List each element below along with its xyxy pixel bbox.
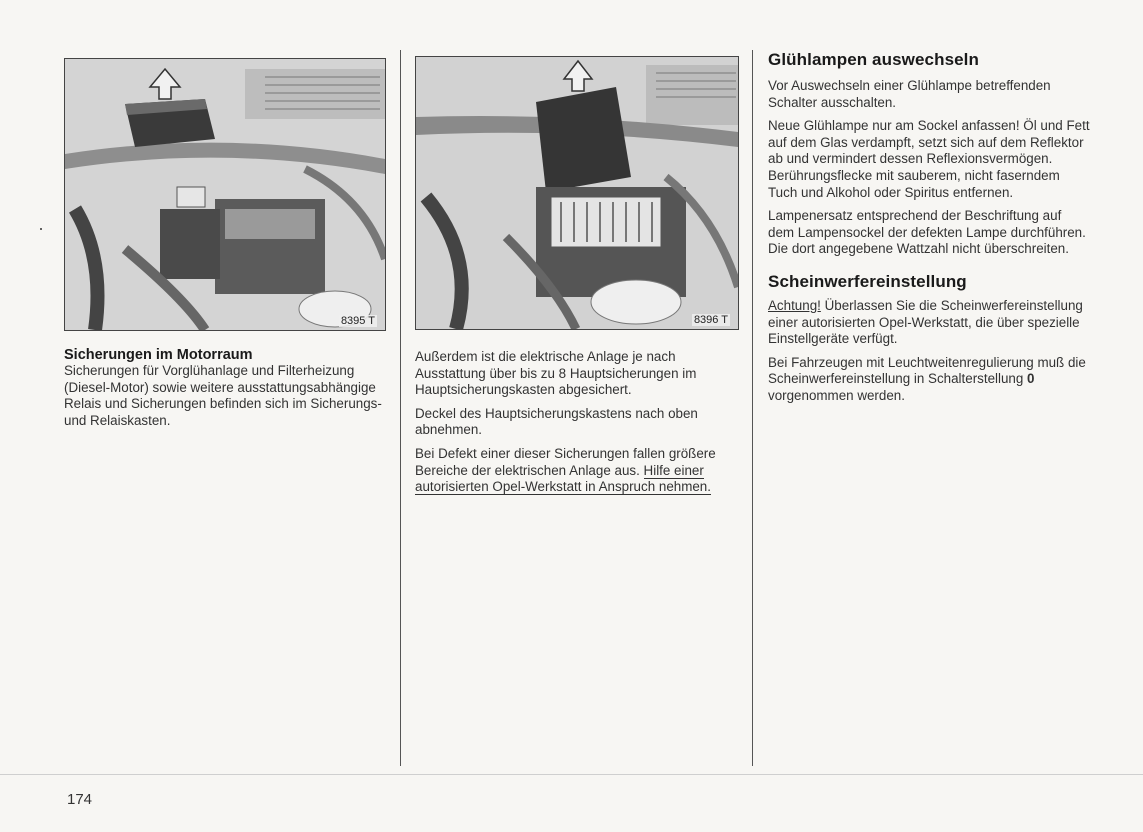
headlight-warning-paragraph <box>768 298 1090 348</box>
left-column-text <box>64 347 386 436</box>
main-fuse-box-drawing <box>416 57 738 329</box>
fuses-paragraph: Sicherungen für Vorglühanlage und Filterheizung (Diesel-Motor) sowie weitere ausstattungsabhängige Relais und Sicherungen befinden sich im Sicherungs- und Relaiskasten. <box>64 363 382 428</box>
remove-cover-paragraph: Deckel des Hauptsicherungskastens nach oben abnehmen. <box>415 405 698 438</box>
warning-label: Achtung! <box>768 297 821 313</box>
column-divider-right <box>752 50 753 766</box>
column-divider-left <box>400 50 401 766</box>
main-fuses-paragraph: Außerdem ist die elektrische Anlage je nach Ausstattung über bis zu 8 Hauptsicherungen im Hauptsicherungskasten abgesichert. <box>415 349 697 398</box>
right-column-text <box>768 50 1090 412</box>
switch-position-value: 0 <box>1027 371 1035 387</box>
engine-fuse-box-illustration <box>64 58 386 331</box>
figure-code: 8395 T <box>340 315 375 327</box>
figure-code: 8396 T <box>693 314 728 326</box>
bulb-replacement-paragraph: Lampenersatz entsprechend der Beschriftung auf dem Lampensockel der defekten Lampe durchführen. Die dort angegebene Wattzahl nicht überschreiten. <box>768 208 1086 257</box>
leveling-text-before: Bei Fahrzeugen mit Leuchtweitenregulierung muß die Scheinwerfereinstellung in Schalterstellung <box>768 354 1086 387</box>
leveling-text-after: vorgenommen werden. <box>768 387 905 403</box>
engine-bay-drawing <box>65 59 385 330</box>
middle-column-text <box>415 349 739 496</box>
page-number: 174 <box>67 791 93 808</box>
bulb-handling-paragraph: Neue Glühlampe nur am Sockel anfassen! Öl und Fett auf dem Glas verdampft, setzt sich auf dem Reflektor ab und vermindert dessen Reflexionsvermögen. Berührungsflecke mit sauberem, nicht faserndem Tuch und Alkohol oder Spiritus entfernen. <box>768 118 1090 200</box>
defect-text: Bei Defekt einer dieser Sicherungen fallen größere Bereiche der elektrischen Anlage aus. <box>415 445 716 478</box>
section-heading-bulbs: Glühlampen auswechseln <box>768 50 979 69</box>
leveling-paragraph <box>768 355 1090 405</box>
main-fuse-box-illustration <box>415 56 739 330</box>
warning-text: Überlassen Sie die Scheinwerfereinstellung einer autorisierten Opel-Werkstatt, die über spezielle Einstellgeräte verfügt. <box>768 297 1083 347</box>
bulb-switch-paragraph: Vor Auswechseln einer Glühlampe betreffenden Schalter ausschalten. <box>768 78 1051 110</box>
margin-dot <box>40 228 42 230</box>
section-heading-fuses: Sicherungen im Motorraum <box>64 347 253 363</box>
defect-paragraph <box>415 446 739 496</box>
section-heading-headlights: Scheinwerfereinstellung <box>768 271 967 291</box>
workshop-help-text: Hilfe einer autorisierten Opel-Werkstatt in Anspruch nehmen. <box>415 462 711 495</box>
footer-rule <box>0 774 1143 775</box>
